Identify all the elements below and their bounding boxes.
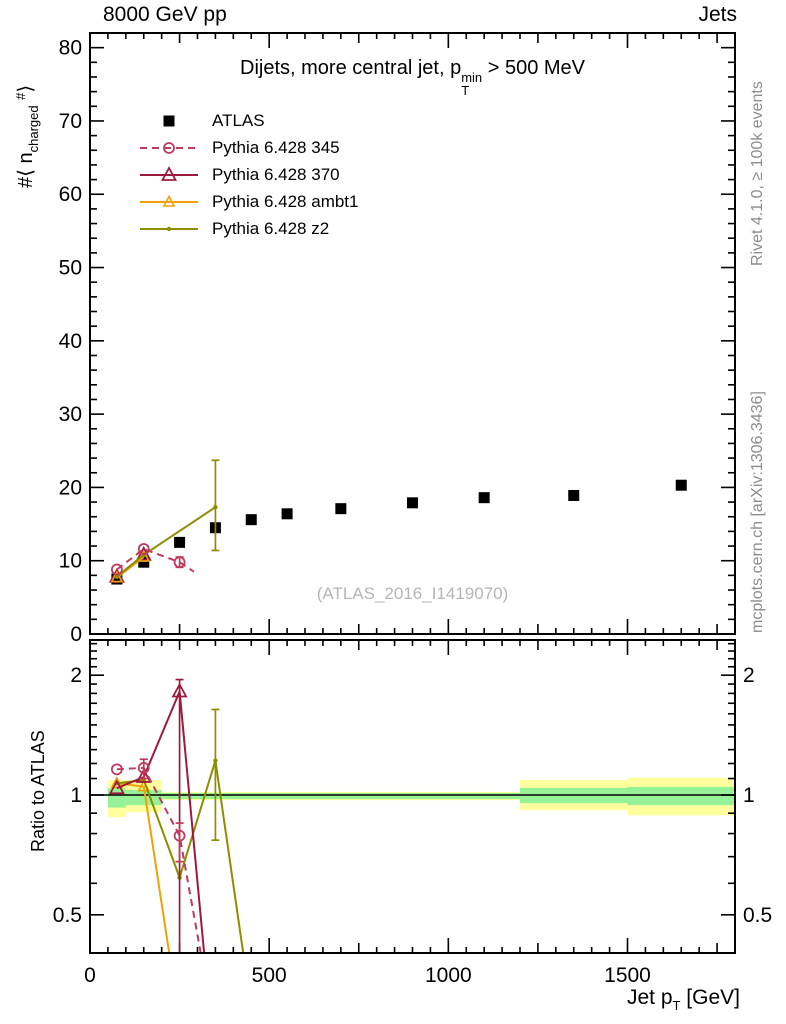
x-axis-label: Jet $p_T$ [GeV] [626, 986, 740, 1013]
ratio-y-tick-label-right: 1 [743, 784, 755, 807]
series-ATLAS [111, 480, 686, 585]
rivet-version-note: Rivet 4.1.0, ≥ 100k events [749, 81, 766, 266]
pt-min-stack: min T [461, 70, 483, 98]
band-green [628, 787, 736, 805]
series-Pythia-6-428-z2 [115, 709, 252, 1009]
ratio-panel-series [110, 680, 251, 1024]
legend-label: Pythia 6.428 ambt1 [212, 191, 359, 211]
axis-tick-labels [53, 37, 772, 987]
x-tick-label: 500 [251, 964, 287, 987]
ratio-y-tick-label-left: 2 [70, 664, 82, 688]
main-y-axis-label: #⟨ $n_{charged}$ #⟩ [13, 84, 41, 188]
legend-label: Pythia 6.428 370 [212, 164, 340, 184]
x-tick-label: 0 [84, 964, 96, 987]
mcplots-arxiv-note: mcplots.cern.ch [arXiv:1306.3436] [749, 391, 766, 633]
x-tick-label: 1000 [424, 964, 472, 987]
ratio-uncertainty-bands [108, 778, 735, 817]
main-y-tick-label: 50 [58, 256, 82, 280]
analysis-group-title: Jets [698, 3, 737, 26]
main-y-tick-label: 10 [58, 549, 82, 573]
ratio-y-tick-label-right: 2 [743, 664, 755, 688]
main-panel-series [110, 460, 686, 584]
legend-label: Pythia 6.428 345 [212, 137, 340, 157]
main-y-tick-label: 60 [58, 183, 82, 207]
ratio-y-axis-label: Ratio to ATLAS [28, 730, 48, 852]
x-tick-label: 1500 [604, 964, 651, 987]
main-y-tick-label: 20 [58, 476, 82, 500]
main-y-tick-label: 70 [58, 109, 82, 133]
beam-energy-title: 8000 GeV pp [103, 3, 227, 26]
series-Pythia-6-428-z2 [115, 460, 220, 579]
main-y-tick-label: 30 [58, 403, 82, 427]
ratio-y-tick-label-right: 0.5 [743, 903, 773, 927]
main-y-tick-label: 80 [58, 36, 82, 60]
series-Pythia-6-428-370 [110, 680, 215, 1024]
ratio-y-tick-label-left: 1 [70, 784, 82, 807]
analysis-id-watermark: (ATLAS_2016_I1419070) [316, 584, 509, 603]
main-y-tick-label: 0 [70, 623, 82, 646]
main-y-tick-label: 40 [58, 329, 82, 353]
legend-label: Pythia 6.428 z2 [212, 218, 330, 238]
ratio-y-tick-label-left: 0.5 [52, 903, 82, 927]
legend-label: ATLAS [212, 110, 265, 130]
observable-title: Dijets, more central jet, p min T > 500 MeV [240, 57, 585, 98]
main-panel-frame [90, 33, 735, 634]
